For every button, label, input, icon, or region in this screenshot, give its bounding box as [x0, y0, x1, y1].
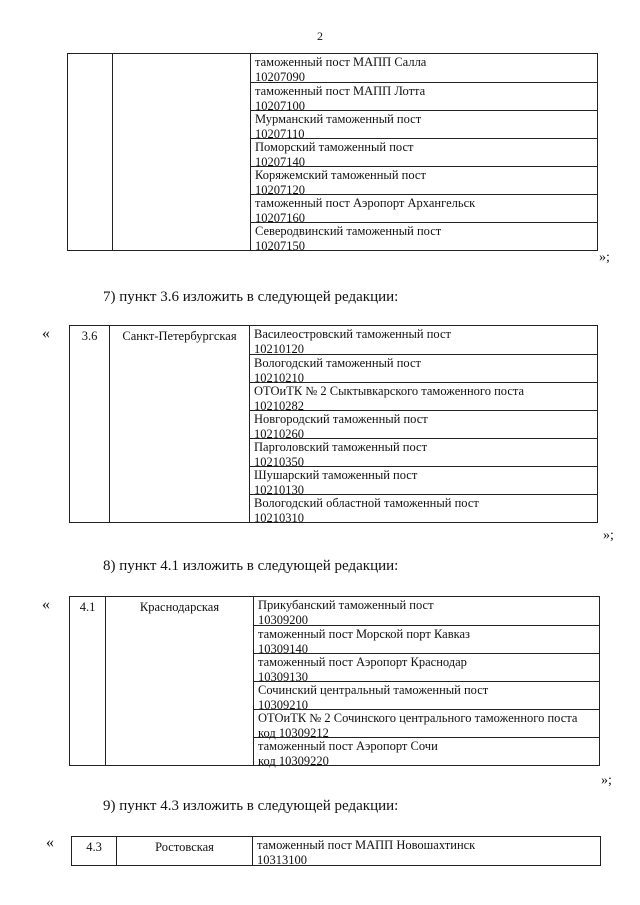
post-code: 10309140 — [258, 641, 308, 656]
item-number — [68, 54, 113, 251]
closing-quote: »; — [601, 773, 612, 788]
post-code: 10313100 — [257, 852, 307, 867]
post-name: Сочинский центральный таможенный пост — [258, 683, 489, 697]
post-entry — [250, 354, 597, 385]
post-entry — [251, 138, 597, 169]
customs-table-4-3 — [71, 836, 601, 866]
post-entry — [254, 653, 599, 684]
post-name: Мурманский таможенный пост — [255, 112, 422, 126]
post-code: 10210350 — [254, 454, 304, 469]
post-code: 10210310 — [254, 510, 304, 525]
post-code: код 10309220 — [258, 753, 329, 768]
post-name: Василеостровский таможенный пост — [254, 327, 451, 341]
post-entry — [254, 737, 599, 768]
post-name: таможенный пост МАПП Лотта — [255, 84, 426, 98]
section-heading: 9) пункт 4.3 изложить в следующей редакции: — [103, 798, 399, 814]
item-number: 3.6 — [70, 326, 110, 523]
post-name: Вологодский областной таможенный пост — [254, 496, 479, 510]
customs-table-3-6 — [69, 325, 598, 523]
post-name: таможенный пост Аэропорт Краснодар — [258, 655, 467, 669]
post-entry — [250, 326, 597, 354]
post-entry — [250, 466, 597, 497]
post-name: Прикубанский таможенный пост — [258, 598, 434, 612]
post-entry — [251, 194, 597, 225]
section-heading: 7) пункт 3.6 изложить в следующей редакции: — [103, 289, 399, 305]
post-name: ОТОиТК № 2 Сыктывкарского таможенного поста — [254, 384, 525, 398]
post-name: Северодвинский таможенный пост — [255, 224, 442, 238]
post-code: 10207120 — [255, 182, 305, 197]
post-code: 10309130 — [258, 669, 308, 684]
post-name: таможенный пост Аэропорт Архангельск — [255, 196, 476, 210]
customs-table-continued — [67, 53, 598, 251]
opening-quote: « — [46, 834, 54, 851]
post-code: 10210210 — [254, 370, 304, 385]
section-heading: 8) пункт 4.1 изложить в следующей редакции: — [103, 558, 399, 574]
post-entry — [254, 681, 599, 712]
region-name: Санкт-Петербургская — [110, 326, 250, 523]
page-number: 2 — [317, 29, 323, 43]
post-code: 10207100 — [255, 98, 305, 113]
region-name: Краснодарская — [106, 597, 254, 766]
post-name: ОТОиТК № 2 Сочинского центрального таможенного поста — [258, 711, 578, 725]
post-entry — [254, 625, 599, 656]
posts-list — [250, 326, 598, 523]
post-name: таможенный пост Аэропорт Сочи — [258, 739, 438, 753]
post-code: 10210282 — [254, 398, 304, 413]
post-code: 10207090 — [255, 69, 305, 84]
post-name: Парголовский таможенный пост — [254, 440, 428, 454]
post-entry — [250, 494, 597, 525]
closing-quote: »; — [603, 528, 614, 543]
post-entry — [251, 166, 597, 197]
post-name: Вологодский таможенный пост — [254, 356, 421, 370]
post-code: 10207150 — [255, 238, 305, 253]
post-name: таможенный пост МАПП Салла — [255, 55, 427, 69]
post-entry — [250, 410, 597, 441]
post-code: 10309210 — [258, 697, 308, 712]
post-code: 10207160 — [255, 210, 305, 225]
post-code: 10207110 — [255, 126, 305, 141]
post-name: Поморский таможенный пост — [255, 140, 414, 154]
opening-quote: « — [42, 596, 50, 613]
customs-table-4-1 — [69, 596, 600, 766]
post-entry — [251, 110, 597, 141]
post-code: 10309200 — [258, 612, 308, 627]
post-entry — [254, 709, 599, 740]
post-code: 10210260 — [254, 426, 304, 441]
post-entry — [250, 438, 597, 469]
post-code: код 10309212 — [258, 725, 329, 740]
item-number: 4.1 — [70, 597, 106, 766]
post-code: 10207140 — [255, 154, 305, 169]
post-name: Новгородский таможенный пост — [254, 412, 428, 426]
post-entry — [254, 597, 599, 625]
item-number: 4.3 — [72, 837, 117, 866]
closing-quote: »; — [599, 250, 610, 265]
region-name — [113, 54, 251, 251]
post-code: 10210120 — [254, 341, 304, 356]
post-entry — [251, 82, 597, 113]
post-entry — [253, 837, 600, 865]
region-name: Ростовская — [117, 837, 253, 866]
post-name: Шушарский таможенный пост — [254, 468, 418, 482]
posts-list — [253, 837, 601, 866]
post-entry — [251, 54, 597, 82]
post-code: 10210130 — [254, 482, 304, 497]
post-name: Коряжемский таможенный пост — [255, 168, 426, 182]
post-name: таможенный пост МАПП Новошахтинск — [257, 838, 476, 852]
posts-list — [251, 54, 598, 251]
post-entry — [250, 382, 597, 413]
opening-quote: « — [42, 325, 50, 342]
post-entry — [251, 222, 597, 253]
post-name: таможенный пост Морской порт Кавказ — [258, 627, 470, 641]
posts-list — [254, 597, 600, 766]
